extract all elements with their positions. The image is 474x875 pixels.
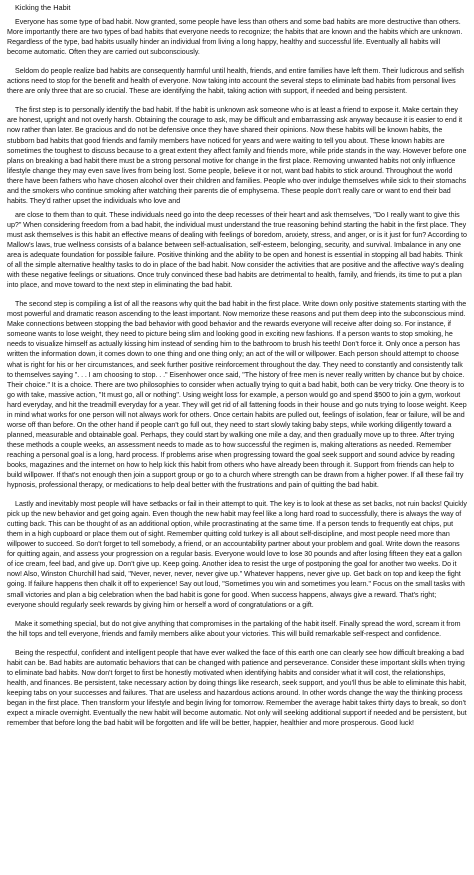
paragraph-6: Lastly and inevitably most people will have setbacks or fail in their attempt to quit. The key is to look at these as set backs, not ruin backs! Quickly pick up the new behavior and get going again. Even though the new habit may feel like a long hard road to successfully, there is always the way of cutting back. This can be thought of as an additional option, while procrastinating at the same time. If a person tends to frequently eat chips, put them in a high cupboard or place them out of sight. Remember quitting cold turkey is all about self-discipline, and most people need more than willpower to succeed. So don't forget to tell somebody, a friend, or an accountability partner about your problem and goal. Write down the reasons for quitting again, and assess your progression on a regular basis. Everyone would love to lose 30 pounds and after losing fifteen they eat a gallon of ice cream, feel bad, and give up. Don't give up. Keep going. Another idea to resist the urge of postponing the goal for another two weeks. Do it now! Also, Winston Churchill had said, "Never, never, never, never give up." Whatever happens, never give up. Get back on top and keep the fight going. If failure happens then chalk it off to experience! Say out loud, "Sometimes you win and sometimes you learn." Focus on the small tasks with small victories and plan a big celebration when the bad habit is gone for good. When success happens, always give a reward. That's right; everyone should regularly seek rewards by giving him or herself a word of congratulations or a gift. (7, 500, 467, 609)
paragraph-3: The first step is to personally identify the bad habit. If the habit is unknown ask someone who is at least a friend to expose it. Make certain they are honest, upright and not overly harsh. Obtaining the courage to ask, may be difficult and embarrassing ask anyway because it is easier to end it now rather than later. Be gracious and do not be defensive once they have shared their opinions. Now these habits will be known habits, the stubborn bad habits that good friends and family members have noticed for years and were waiting to tell you about. These known habits are sometimes the toughest to discuss because to a great extent they affect family and friends more, while pride stands in the way. However before one plans on breaking a bad habit there must be a strong personal motive for change in the first place. Removing unwanted habits not only influence lifestyle change they may even save lives from being lost. Some people, believe it or not, want bad habits to stick around. Throughout the world there have been fathers who have chosen alcohol over their children and families. People who over indulge themselves while sick to their stomachs and the smokers who continue smoking after watching their parents die of emphysema. These people don't really care or want to end their bad habits. They'd rather upset the individuals who love and (7, 106, 467, 205)
paragraph-4: are close to them than to quit. These individuals need go into the deep recesses of their heart and ask themselves, "Do I really want to give this up?" When considering freedom from a bad habit, the individual must understand the true reasoning behind starting the habit in the first place. They must ask themselves is this habit an effective means of dealing with feelings of boredom, anxiety, stress, and anger, or is it just for fun? According to Mallow's laws, true wellness consists of a balance between self-actualisation, self-esteem, belonging, security, and survival. Imbalance in any one area is adequate foundation for possible failure. Positive thinking and the ability to be open and honest is essential in stopping all bad habits. Think of all the simple alternative healthy tasks to do in place of the bad habit. Now consider the activities that are positive and the affective way's dealing with these negative feelings or situations. Once truly convinced these bad habits are detrimental to health, family, and friends, its time to put a plan into place, and move toward to the next step in eliminating the bad habit. (7, 210, 467, 290)
paragraph-8: Being the respectful, confident and intelligent people that have ever walked the face of this earth one can clearly see how difficult breaking a bad habit can be. Bad habits are automatic behaviors that can be changed with patience and perseverance. Consider these important skills when trying to eliminate bad habits. Now don't forget to first be honestly motivated when identifying habits and consider what it will cost, the relationships, health, and finances. Be persistent, take necessary action by doing things like research, seek support, and you'll thus be able to eliminate this habit, keeping tabs on your successes and failures. That are useless and hazardous actions around. In other words change the way the thinking process began in the first place. Then transform your lifestyle and begin living for tomorrow. Remember the average habit takes thirty days to break, so don't expect a miracle overnight. Eventually the new habit will become automatic. Not only will seeking additional support if needed and be persistent, but remember that before long the bad habit will be forgotten and life will be better, happier, healthier and more prosperous. Good luck! (7, 648, 467, 728)
paragraph-7: Make it something special, but do not give anything that compromises in the partaking of the habit itself. Finally spread the word, scream it from the hill tops and tell everyone, friends and family members alike about your victories. This will build remarkable self-respect and confidence. (7, 619, 461, 638)
paragraph-1: Everyone has some type of bad habit. Now granted, some people have less than others and some bad habits are more destructive than others. More importantly there are two types of bad habits that everyone needs to recognize; the habits that are known and the habits which are unknown. Regardless of the type, bad habits usually hinder an individual from living a long happy, healthy and successful life. Eventually all habits will become automatic. Often they are carried out subconsciously. (7, 18, 463, 57)
paragraph-5: The second step is compiling a list of all the reasons why quit the bad habit in the first place. Write down only positive statements starting with the most powerful and dramatic reason ascending to the least important. Now memorize these reasons and put them deep into the subconscious mind. Make connections between stopping the bad behavior with good behavior and the rewards everyone will receive after doing so. For instance, if someone wants to lose weight, they need to picture being slim and looking good in exciting new fashions. If a person wants to stop smoking, he needs to visualize himself as actually kissing him instead of sending him to the bathroom to brush his teeth! Don't force it. Only once a person has written the information down, it comes down to one thing and one thing only; an act of the will or willpower. Each person should attempt to choose what is right for his or her circumstances, and seek further positive reinforcement throughout the day. They need to constantly and consistently talk to themselves saying ". . . I am choosing to stop. . ." Eisenhower once said, "The history of free men is never really written by chance but by choice. Their choice." It is a choice. There are two philosophies to consider when actually trying to quit a bad habit, both can be very tricky. One theory is to go with take, massive action, "It must go, all or nothing". Using weight loss for example, a person would go and spend $500 to join a gym, workout hard everyday, and hit the treadmill everyday for a year. They will get rid of all fattening foods in their house and go nuts trying to loose weight. Keep in mind what works for one person will not always work for others. Once certain habits are pulled out, feelings of isolation, fear or failure, will be and worse off than before. On the other hand if people can't go full out, they need to start slowly taking baby steps, while working diligently toward a planned, measurable and obtainable goal. Perhaps, they could start by walking one mile a day, and then gradually move up to three. After trying these methods a couple weeks, an assessment needs to made as to how successful the regimen is, making alterations as needed. Remember reaching a personal goal is a long, hard process. If problems arise when progressing toward the goal seek support and sound advice by reading books, magazines and the internet on how to help kick this habit from others who have already been through it. Support from friends can help to build willpower. If that's not enough then join a support group or go to a church where strength can be drawn from a higher power. If all these fail try hypnosis, professional therapy, or medications to help deal better with the frustrations and pain of quitting the bad habit. (7, 300, 467, 490)
paragraph-2: Seldom do people realize bad habits are consequently harmful until health, friends, and entire families have left them. Their ludicrous and selfish actions need to stop for the benefit and health of everyone. Now taking into account the several steps to eliminate bad habits from personal lives there are only three that are so crucial. These are identifying the habit, taking action with support, if needed and being persistent. (7, 67, 465, 96)
document-title: Kicking the Habit (15, 3, 71, 12)
